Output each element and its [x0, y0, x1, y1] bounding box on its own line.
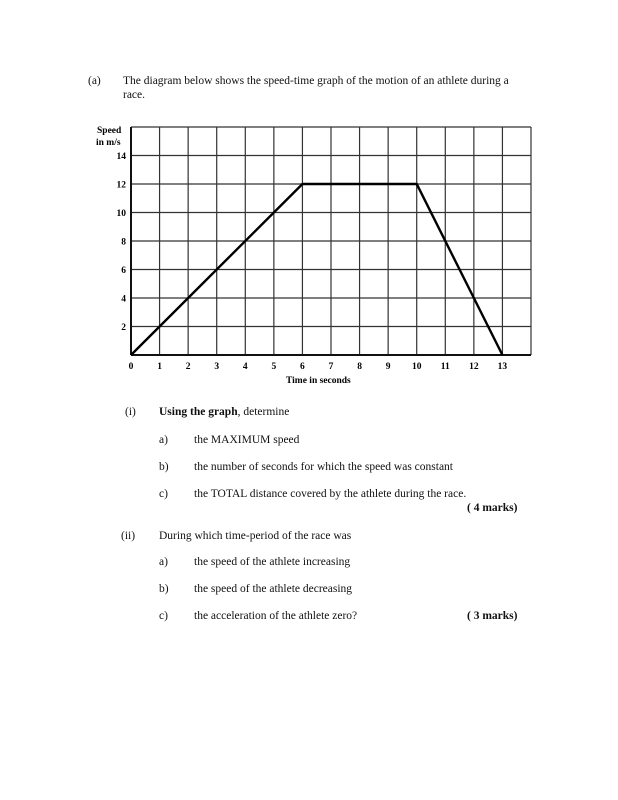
x-tick-label: 5	[271, 362, 277, 372]
x-tick-label: 3	[214, 362, 220, 372]
x-tick-label: 0	[128, 362, 134, 372]
y-tick-label: 6	[121, 266, 126, 276]
y-tick-label: 14	[116, 152, 126, 162]
item-label: c)	[159, 610, 168, 622]
x-tick-label: 7	[328, 362, 334, 372]
y-tick-label: 8	[121, 237, 126, 248]
x-tick-label: 12	[469, 362, 479, 372]
item-text: the TOTAL distance covered by the athlete during the race.	[194, 488, 467, 500]
section-ii-label: (ii)	[121, 530, 136, 542]
x-tick-label: 1	[157, 362, 162, 372]
item-text: the speed of the athlete increasing	[194, 556, 351, 568]
item-text: the speed of the athlete decreasing	[194, 583, 353, 595]
intro-line-2: race.	[123, 89, 146, 101]
x-axis-label: Time in seconds	[286, 376, 351, 386]
y-tick-label: 4	[121, 294, 126, 305]
y-tick-label: 10	[116, 209, 126, 219]
y-tick-label: 12	[116, 180, 126, 191]
y-tick-label: 2	[121, 323, 126, 333]
x-tick-label: 9	[385, 362, 391, 372]
y-axis-label-line2: in m/s	[96, 138, 121, 148]
x-tick-label: 6	[300, 362, 305, 372]
section-i-label: (i)	[125, 406, 136, 418]
x-tick-label: 2	[185, 362, 191, 372]
item-label: a)	[159, 434, 168, 446]
y-axis-label-line1: Speed	[97, 126, 122, 136]
section-ii-lead: During which time-period of the race was	[159, 530, 352, 542]
item-label: b)	[159, 461, 169, 473]
part-label: (a)	[88, 75, 101, 87]
section-i-marks: ( 4 marks)	[467, 502, 518, 514]
chart-grid	[131, 127, 531, 355]
section-i-lead-rest: , determine	[237, 406, 290, 418]
x-tick-label: 10	[411, 362, 422, 372]
item-text: the acceleration of the athlete zero?	[194, 610, 358, 622]
section-i-lead-bold: Using the graph	[159, 406, 238, 418]
item-label: a)	[159, 556, 168, 568]
section-i-lead	[159, 406, 289, 418]
item-label: b)	[159, 583, 169, 595]
item-text: the number of seconds for which the speed was constant	[194, 461, 453, 473]
item-label: c)	[159, 488, 168, 500]
item-text: the MAXIMUM speed	[194, 434, 300, 446]
x-tick-label: 13	[497, 362, 508, 372]
intro-line-1: The diagram below shows the speed-time graph of the motion of an athlete during a	[123, 75, 509, 87]
x-tick-label: 11	[440, 362, 450, 372]
x-tick-label: 8	[357, 362, 362, 372]
section-ii-marks: ( 3 marks)	[467, 610, 518, 622]
x-tick-label: 4	[242, 362, 248, 372]
